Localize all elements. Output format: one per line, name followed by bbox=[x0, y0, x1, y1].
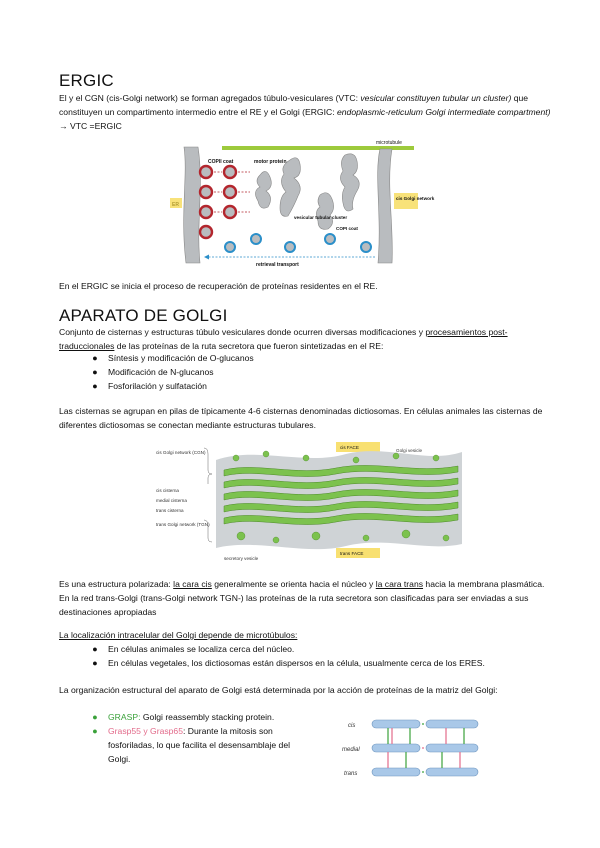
grasp55-label: Grasp55 y Grasp65 bbox=[108, 726, 183, 736]
cgn-label: cis Golgi network (CGN) bbox=[156, 450, 206, 455]
grasp-list bbox=[88, 710, 308, 766]
copii-vesicles bbox=[200, 166, 236, 238]
cis-face-label: cis FACE bbox=[340, 445, 359, 450]
golgi-heading: APARATO DE GOLGI bbox=[59, 306, 228, 325]
ergic-p1-b: vesicular constituyen tubular un cluster) bbox=[360, 93, 512, 103]
cis-golgi-label: cis Golgi network bbox=[396, 196, 435, 201]
polarity-text bbox=[59, 577, 556, 619]
er-membrane bbox=[184, 147, 201, 263]
microtubule-label: microtubule bbox=[376, 140, 402, 146]
retrieval-transport-label: retrieval transport bbox=[256, 262, 299, 268]
golgi-p1-b: procesamientos post-traduccionales bbox=[59, 327, 508, 351]
bullet: ● bbox=[92, 712, 98, 722]
copi-coat-label: COPI coat bbox=[336, 226, 358, 231]
golgi-matrix-text: La organización estructural del aparato de Golgi está determinada por la acción de proteínas de la matriz del Golgi: bbox=[59, 685, 498, 695]
golgi-intro bbox=[59, 325, 554, 353]
trans-face-label: trans FACE bbox=[340, 551, 364, 556]
copi-vesicles bbox=[225, 234, 371, 252]
ergic-diagram bbox=[170, 135, 435, 270]
bullet: ● bbox=[92, 644, 98, 654]
bullet: ● bbox=[92, 726, 98, 736]
list-item: ● En células vegetales, los dictiosomas están dispersos en la célula, usualmente cerca de los ERES. bbox=[88, 656, 558, 670]
bullet: ● bbox=[92, 381, 98, 391]
list-item: ● En células animales se localiza cerca del núcleo. bbox=[88, 642, 558, 656]
grasp-label: GRASP: bbox=[108, 712, 141, 722]
tgn-label: trans Golgi network (TGN) bbox=[156, 522, 210, 527]
list-item: ● Síntesis y modificación de O-glucanos bbox=[88, 351, 548, 365]
trans-label: trans bbox=[344, 771, 358, 777]
trans-cisterna-label: trans cisterna bbox=[156, 508, 184, 513]
grasp-figure bbox=[336, 710, 480, 782]
golgi-p1-c: de las proteínas de la ruta secretora que fueron sintetizadas en el RE: bbox=[114, 341, 384, 351]
list-item: ● Modificación de N-glucanos bbox=[88, 365, 548, 379]
ergic-p1-c: que constituyen un compartimento intermedio entre el RE y el Golgi (ERGIC: bbox=[59, 93, 529, 117]
bullet: ● bbox=[92, 658, 98, 668]
golgi-stack-figure bbox=[146, 440, 464, 562]
dictiosome-text: Las cisternas se agrupan en pilas de típicamente 4-6 cisternas denominadas dictiosomas. En células animales las cisternas de diferentes dictiosomas se conectan mediante estructuras tubulares. bbox=[59, 406, 543, 430]
cis-cisterna-label: cis cisterna bbox=[156, 488, 179, 493]
golgi-stack-diagram bbox=[146, 440, 464, 562]
bullet: ● bbox=[92, 353, 98, 363]
cis-golgi-membrane bbox=[378, 149, 393, 263]
golgi-modifications-list bbox=[88, 351, 548, 393]
motor-protein-label: motor protein bbox=[254, 159, 287, 165]
ergic-p1-a: El y el CGN (cis-Golgi network) se forman agregados túbulo-vesiculares (VTC: bbox=[59, 93, 361, 103]
retrieval-arrowhead bbox=[204, 255, 209, 260]
golgi-background-membrane bbox=[216, 451, 462, 549]
list-item: ● Fosforilación y sulfatación bbox=[88, 379, 548, 393]
polarity-p3-c: generalmente se orienta hacia el núcleo y bbox=[211, 579, 376, 589]
cis-face-link: la cara cis bbox=[173, 579, 212, 589]
er-label-bg bbox=[170, 198, 182, 208]
medial-cisterna-label: medial cisterna bbox=[156, 498, 187, 503]
secretory-vesicle-label: secretory vesicle bbox=[224, 556, 259, 561]
ergic-recovery-text: En el ERGIC se inicia el proceso de recuperación de proteínas residentes en el RE. bbox=[59, 281, 378, 291]
ergic-paragraph bbox=[59, 91, 554, 133]
cis-label: cis bbox=[348, 723, 356, 729]
ergic-p1-e: → VTC =ERGIC bbox=[59, 121, 122, 131]
microtubule-localization-heading: La localización intracelular del Golgi depende de microtúbulos: bbox=[59, 630, 298, 640]
trans-face-link: la cara trans bbox=[375, 579, 424, 589]
grasp-text: Golgi reassembly stacking protein. bbox=[140, 712, 275, 722]
golgi-p1-a: Conjunto de cisternas y estructuras túbulo vesiculares donde ocurren diversas modificaciones y bbox=[59, 327, 426, 337]
copii-coat-label: COPII coat bbox=[208, 159, 234, 165]
ergic-heading: ERGIC bbox=[59, 71, 114, 90]
medial-label: medial bbox=[342, 747, 360, 753]
polarity-p3-e: hacia la membrana plasmática. En la red trans-Golgi (trans-Golgi network TGN-) las proteínas de la ruta secretora son clasificadas para ser enviadas a sus destinaciones apropiadas bbox=[59, 579, 545, 617]
grasp55-text: : Durante la mitosis son fosforiladas, lo que facilita el desensamblaje del Golgi. bbox=[108, 726, 291, 764]
golgi-localization-list bbox=[88, 642, 558, 670]
polarity-p3-a: Es una estructura polarizada: bbox=[59, 579, 174, 589]
golgi-vesicle-label: Golgi vesicle bbox=[396, 448, 423, 453]
bullet: ● bbox=[92, 367, 98, 377]
ergic-p1-d: endoplasmic-reticulum Golgi intermediate compartment) bbox=[336, 107, 551, 117]
vesicular-tubular-cluster-label: vesicular tubular cluster bbox=[294, 215, 348, 220]
list-item bbox=[88, 724, 308, 766]
list-item bbox=[88, 710, 308, 724]
ergic-figure bbox=[170, 135, 435, 270]
grasp-diagram bbox=[336, 710, 480, 782]
